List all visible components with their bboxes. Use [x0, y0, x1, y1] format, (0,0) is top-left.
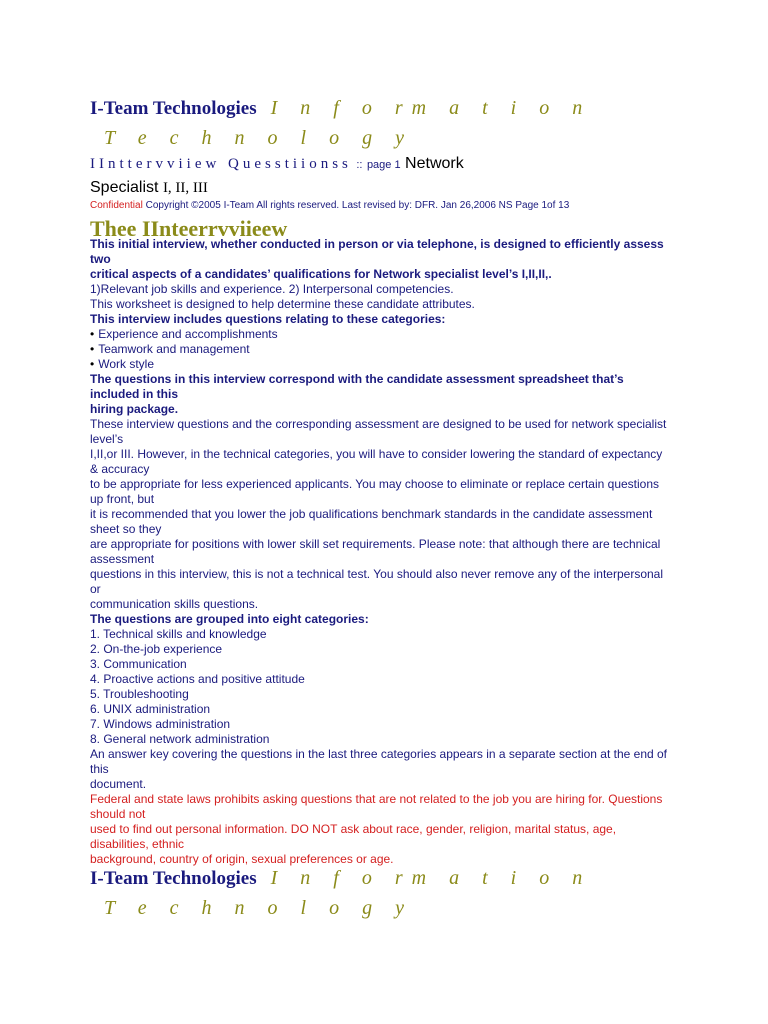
- specialist-label: Specialist: [90, 179, 159, 196]
- technology-heading: T e c h n o l o g y: [104, 897, 413, 919]
- confidential-label: Confidential: [90, 200, 143, 211]
- grouped-item: 3. Communication: [90, 657, 187, 671]
- paragraph-line: These interview questions and the corresponding assessment are designed to be used for network specialist level’s: [90, 417, 667, 446]
- legal-line: Federal and state laws prohibits asking questions that are not related to the job you are hiring for. Questions should not: [90, 792, 663, 821]
- body-text: [90, 237, 670, 867]
- paragraph-line: I,II,or III. However, in the technical categories, you will have to consider lowering the standard of expectancy & accuracy: [90, 447, 663, 476]
- answer-key-line: document.: [90, 777, 147, 791]
- footer-header-block: [90, 864, 670, 922]
- network-label: Network: [405, 155, 464, 172]
- grouped-item: 4. Proactive actions and positive attitude: [90, 672, 305, 686]
- intro-line-4: This worksheet is designed to help determine these candidate attributes.: [90, 297, 475, 311]
- paragraph-line: are appropriate for positions with lower skill set requirements. Please note: that although there are technical assessment: [90, 537, 661, 566]
- intro-line-3: 1)Relevant job skills and experience. 2) Interpersonal competencies.: [90, 282, 454, 296]
- grouped-item: 7. Windows administration: [90, 717, 231, 731]
- grouped-heading: The questions are grouped into eight categories:: [90, 612, 369, 626]
- spreadsheet-line-2: hiring package.: [90, 402, 179, 416]
- information-heading: I n f o rm a t i o n: [270, 867, 592, 889]
- paragraph-line: it is recommended that you lower the job qualifications benchmark standards in the candidate assessment sheet so they: [90, 507, 653, 536]
- specialist-levels: I, II, III: [162, 180, 208, 196]
- grouped-item: 8. General network administration: [90, 732, 270, 746]
- confidential-line: [90, 199, 670, 213]
- grouped-item: 6. UNIX administration: [90, 702, 211, 716]
- technology-heading: T e c h n o l o g y: [104, 127, 413, 149]
- spreadsheet-line-1: The questions in this interview correspond with the candidate assessment spreadsheet that’s included in this: [90, 372, 624, 401]
- intro-line-5: This interview includes questions relating to these categories:: [90, 312, 446, 326]
- intro-line-1: This initial interview, whether conducted in person or via telephone, is designed to efficiently assess two: [90, 237, 664, 266]
- header-block: [90, 94, 670, 243]
- information-heading: I n f o rm a t i o n: [270, 97, 592, 119]
- interview-title: Thee IInteerrvviieew: [90, 216, 288, 241]
- answer-key-line: An answer key covering the questions in the last three categories appears in a separate section at the end of this: [90, 747, 668, 776]
- legal-line: background, country of origin, sexual preferences or age.: [90, 852, 394, 866]
- intro-line-2: critical aspects of a candidates’ qualifications for Network specialist level’s I,II,II,.: [90, 267, 552, 281]
- copyright-text: Copyright ©2005 I-Team All rights reserved. Last revised by: DFR. Jan 26,2006 NS Page 1of 13: [145, 200, 570, 211]
- paragraph-line: to be appropriate for less experienced applicants. You may choose to eliminate or replace certain questions up front, but: [90, 477, 660, 506]
- specialist-line: [90, 178, 670, 198]
- grouped-item: 2. On-the-job experience: [90, 642, 223, 656]
- company-name: I-Team Technologies: [90, 868, 257, 889]
- interview-questions-title: IInttervviiew Quesstiionss: [90, 156, 352, 172]
- paragraph-line: questions in this interview, this is not a technical test. You should also never remove any of the interpersonal or: [90, 567, 663, 596]
- legal-line: used to find out personal information. DO NOT ask about race, gender, religion, marital status, age, disabilities, ethnic: [90, 822, 617, 851]
- grouped-item: 5. Troubleshooting: [90, 687, 189, 701]
- title-separator: ::: [356, 159, 363, 171]
- category-bullet: • Work style: [90, 357, 670, 372]
- grouped-item: 1. Technical skills and knowledge: [90, 627, 267, 641]
- page-number: page 1: [366, 159, 401, 171]
- category-bullet: • Teamwork and management: [90, 342, 670, 357]
- category-bullet: • Experience and accomplishments: [90, 327, 670, 342]
- interview-questions-line: [90, 154, 670, 175]
- company-name: I-Team Technologies: [90, 98, 257, 119]
- paragraph-line: communication skills questions.: [90, 597, 259, 611]
